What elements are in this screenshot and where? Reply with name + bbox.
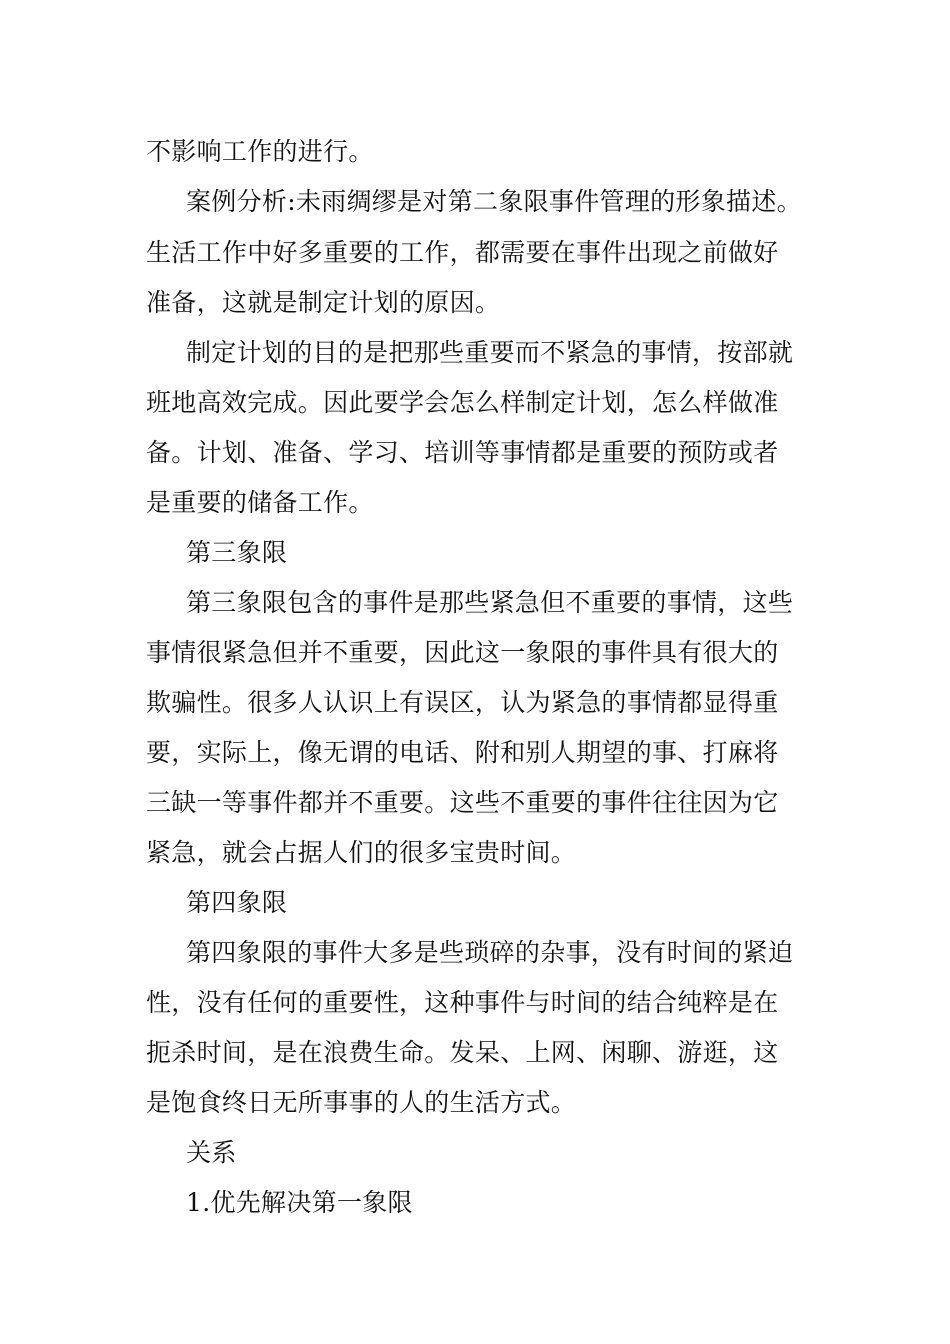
paragraph-line: 欺骗性。很多人认识上有误区，认为紧急的事情都显得重	[146, 688, 779, 717]
paragraph-line: 不影响工作的进行。	[146, 137, 374, 166]
paragraph-line: 第三象限包含的事件是那些紧急但不重要的事情，这些	[186, 588, 794, 617]
paragraph-line: 要，实际上，像无谓的电话、附和别人期望的事、打麻将	[146, 738, 779, 767]
paragraph-line: 案例分析:未雨绸缪是对第二象限事件管理的形象描述。	[186, 187, 802, 216]
paragraph-line: 准备，这就是制定计划的原因。	[146, 288, 501, 317]
list-item-heading: 1.优先解决第一象限	[186, 1188, 413, 1217]
paragraph-line: 扼杀时间，是在浪费生命。发呆、上网、闲聊、游逛，这	[146, 1038, 779, 1067]
paragraph-line: 班地高效完成。因此要学会怎么样制定计划，怎么样做准	[146, 388, 779, 417]
paragraph-line: 性，没有任何的重要性，这种事件与时间的结合纯粹是在	[146, 988, 779, 1017]
paragraph-line: 制定计划的目的是把那些重要而不紧急的事情，按部就	[186, 338, 794, 367]
paragraph-line: 是重要的储备工作。	[146, 488, 374, 517]
paragraph-line: 紧急，就会占据人们的很多宝贵时间。	[146, 838, 577, 867]
paragraph-line: 三缺一等事件都并不重要。这些不重要的事件往往因为它	[146, 788, 779, 817]
section-heading: 第四象限	[186, 888, 288, 917]
paragraph-line: 事情很紧急但并不重要，因此这一象限的事件具有很大的	[146, 638, 779, 667]
section-heading: 第三象限	[186, 538, 288, 567]
paragraph-line: 是饱食终日无所事事的人的生活方式。	[146, 1088, 577, 1117]
paragraph-line: 备。计划、准备、学习、培训等事情都是重要的预防或者	[146, 438, 779, 467]
section-heading: 关系	[186, 1138, 237, 1167]
paragraph-line: 第四象限的事件大多是些琐碎的杂事，没有时间的紧迫	[186, 938, 794, 967]
paragraph-line: 生活工作中好多重要的工作，都需要在事件出现之前做好	[146, 238, 779, 267]
